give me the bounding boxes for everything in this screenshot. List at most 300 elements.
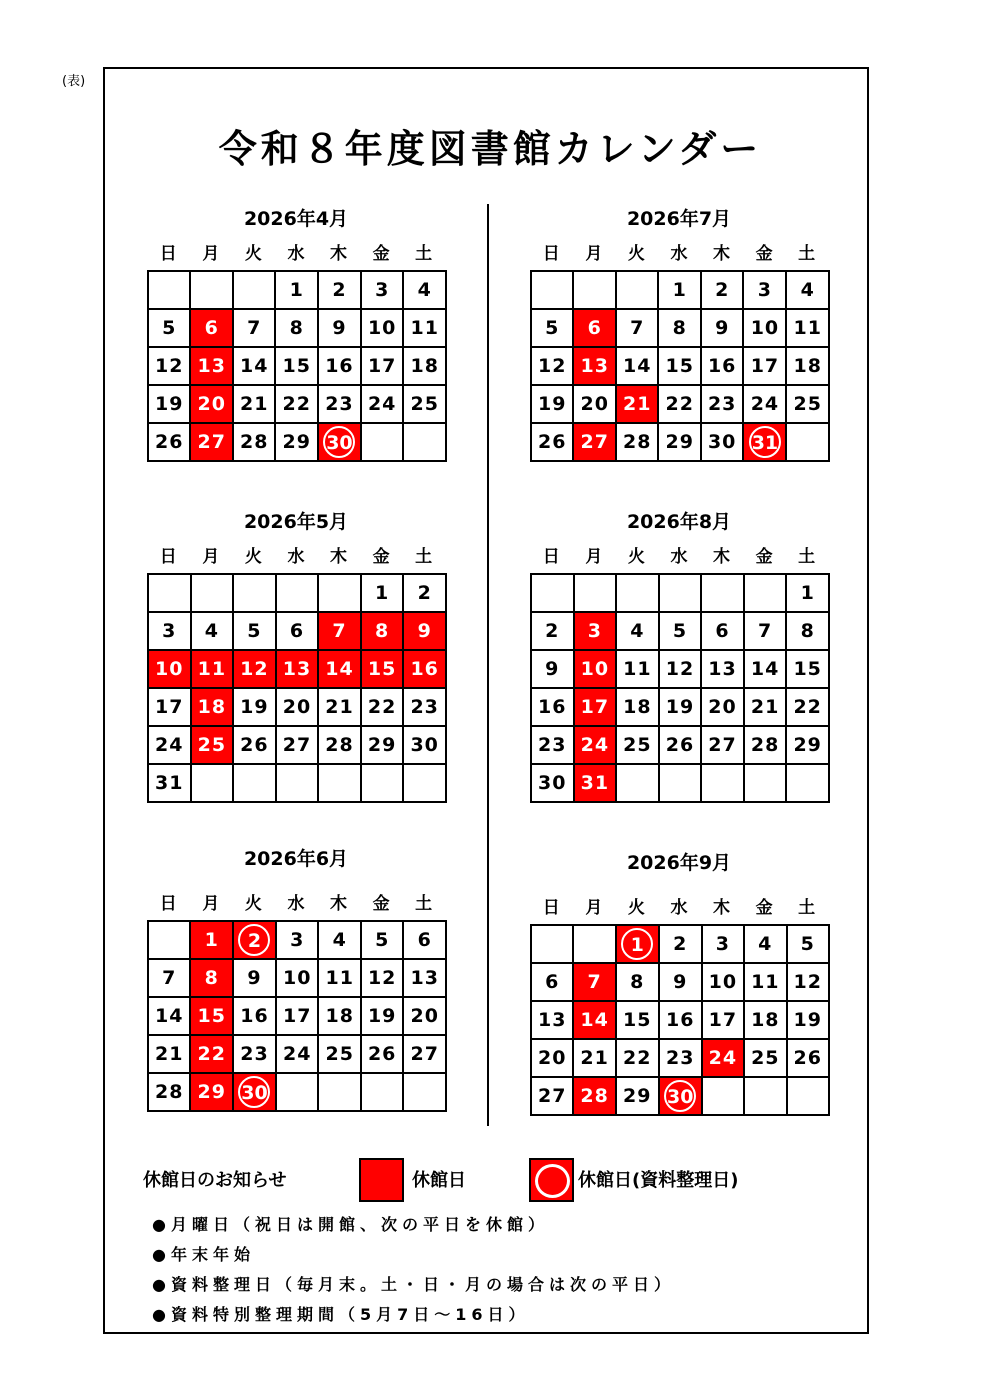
day-number: 7 <box>757 620 773 642</box>
day-number: 5 <box>672 620 688 642</box>
day-number: 16 <box>707 355 737 377</box>
day-number: 21 <box>325 696 354 718</box>
day-number: 20 <box>282 696 312 718</box>
day-cell <box>616 726 659 764</box>
empty-cell <box>233 271 275 309</box>
day-number: 28 <box>155 1081 184 1103</box>
calendar-week-row <box>531 347 829 385</box>
day-number: 18 <box>751 1009 780 1031</box>
day-cell <box>318 271 361 309</box>
day-cell <box>658 271 700 309</box>
calendar-week-row <box>148 309 446 347</box>
day-cell <box>701 726 744 764</box>
empty-cell <box>573 925 615 963</box>
day-number: 25 <box>793 393 822 415</box>
day-cell <box>361 385 403 423</box>
day-cell <box>658 309 700 347</box>
calendar-week-row <box>148 271 446 309</box>
day-number: 19 <box>367 1005 397 1027</box>
day-cell <box>276 688 319 726</box>
arrangement-day-label: 休館日(資料整理日) <box>578 1170 739 1191</box>
day-cell-closed <box>318 612 361 650</box>
day-number: 24 <box>282 1043 312 1065</box>
day-cell-closed <box>148 650 191 688</box>
weekday-label: 月 <box>585 244 603 264</box>
weekday-label: 水 <box>670 244 688 264</box>
day-cell-arrangement <box>659 1077 702 1115</box>
weekday-label: 日 <box>542 244 560 264</box>
day-cell <box>233 688 276 726</box>
calendar-week-row <box>531 612 829 650</box>
day-number: 23 <box>665 1047 695 1069</box>
calendar-week-row <box>148 726 446 764</box>
day-number: 8 <box>374 620 390 642</box>
day-cell <box>787 1001 830 1039</box>
day-cell <box>403 688 446 726</box>
day-number: 17 <box>708 1009 738 1031</box>
day-number: 26 <box>155 431 184 453</box>
calendar-week-row <box>148 1035 446 1073</box>
day-cell-arrangement <box>743 423 786 461</box>
calendar-week-row <box>531 1039 829 1077</box>
weekday-label: 土 <box>415 547 433 567</box>
day-cell <box>744 650 787 688</box>
day-cell-closed <box>403 650 446 688</box>
weekday-header <box>530 239 828 264</box>
day-cell <box>403 271 446 309</box>
day-cell-arrangement <box>233 921 276 959</box>
day-cell <box>701 612 744 650</box>
day-number: 10 <box>750 317 780 339</box>
empty-cell <box>616 271 658 309</box>
day-number: 6 <box>587 317 602 339</box>
weekday-label: 木 <box>330 244 348 264</box>
day-number: 30 <box>707 431 737 453</box>
day-number: 27 <box>537 1085 567 1107</box>
day-cell-arrangement <box>616 925 659 963</box>
calendar-week-row <box>531 423 829 461</box>
day-cell <box>276 612 319 650</box>
day-number: 23 <box>538 734 567 756</box>
day-number: 14 <box>239 355 269 377</box>
calendar-grid <box>147 270 447 462</box>
day-cell <box>148 309 190 347</box>
day-cell-closed <box>318 650 361 688</box>
empty-cell <box>701 764 744 802</box>
day-cell <box>531 423 573 461</box>
day-number: 21 <box>750 696 780 718</box>
empty-cell <box>318 764 361 802</box>
day-cell <box>531 963 573 1001</box>
day-number: 19 <box>665 696 695 718</box>
day-number: 13 <box>537 1009 567 1031</box>
weekday-header <box>530 542 828 567</box>
day-number: 22 <box>197 1043 226 1065</box>
day-number: 15 <box>623 1009 652 1031</box>
calendar-week-row <box>148 959 446 997</box>
weekday-label: 土 <box>415 244 433 264</box>
day-cell <box>148 347 190 385</box>
weekday-label: 火 <box>244 547 262 567</box>
weekday-label: 月 <box>202 894 220 914</box>
empty-cell <box>403 423 446 461</box>
weekday-label: 金 <box>755 547 773 567</box>
day-cell-closed <box>190 921 232 959</box>
day-cell <box>786 612 829 650</box>
day-cell <box>701 650 744 688</box>
day-cell <box>701 309 743 347</box>
day-number: 24 <box>580 734 610 756</box>
day-cell <box>531 612 574 650</box>
circle-icon <box>535 1164 570 1198</box>
day-number: 15 <box>665 355 694 377</box>
calendar-week-row <box>531 726 829 764</box>
weekday-label: 火 <box>244 894 262 914</box>
weekday-header <box>147 542 445 567</box>
day-cell-closed <box>190 385 232 423</box>
day-number: 4 <box>417 279 432 301</box>
empty-cell <box>191 764 234 802</box>
calendar-grid <box>147 573 447 803</box>
empty-cell <box>702 1077 744 1115</box>
weekday-label: 月 <box>585 898 603 918</box>
day-cell <box>701 385 743 423</box>
calendar-week-row <box>531 271 829 309</box>
empty-cell <box>276 764 319 802</box>
day-cell <box>233 997 276 1035</box>
day-number: 10 <box>580 658 610 680</box>
day-cell <box>403 309 446 347</box>
day-number: 30 <box>538 772 567 794</box>
month-title: 2026年7月 <box>626 208 732 230</box>
day-number: 21 <box>580 1047 609 1069</box>
day-cell-closed <box>276 650 319 688</box>
day-cell <box>744 925 786 963</box>
day-cell <box>318 347 361 385</box>
day-number: 6 <box>545 971 560 993</box>
calendar-week-row <box>531 925 829 963</box>
day-cell-closed <box>574 688 617 726</box>
day-cell <box>659 726 702 764</box>
day-cell <box>403 997 446 1035</box>
day-number: 4 <box>332 929 347 951</box>
closure-notes <box>152 1212 675 1332</box>
day-cell <box>361 921 403 959</box>
day-cell <box>148 423 190 461</box>
day-cell <box>148 726 191 764</box>
day-cell <box>531 1001 573 1039</box>
day-number: 19 <box>155 393 184 415</box>
day-number: 29 <box>623 1085 652 1107</box>
day-number: 29 <box>665 431 694 453</box>
calendar-week-row <box>148 688 446 726</box>
day-cell <box>701 347 743 385</box>
empty-cell <box>148 921 190 959</box>
day-number: 9 <box>417 620 432 642</box>
calendar-week-row <box>531 1001 829 1039</box>
day-cell-closed <box>403 612 446 650</box>
day-cell <box>275 385 317 423</box>
day-cell <box>744 963 786 1001</box>
day-number: 1 <box>800 582 815 604</box>
day-cell <box>403 726 446 764</box>
day-cell <box>701 423 743 461</box>
day-cell <box>148 1073 190 1111</box>
day-cell <box>148 959 190 997</box>
weekday-header <box>530 893 828 918</box>
day-number: 3 <box>587 620 602 642</box>
empty-cell <box>787 1077 830 1115</box>
weekday-label: 月 <box>202 547 220 567</box>
weekday-label: 土 <box>798 898 816 918</box>
day-number: 22 <box>282 393 311 415</box>
day-cell <box>233 959 276 997</box>
weekday-label: 火 <box>244 244 262 264</box>
day-number: 17 <box>155 696 184 718</box>
day-cell <box>233 347 275 385</box>
calendar-week-row <box>148 764 446 802</box>
day-number: 31 <box>580 772 610 794</box>
day-cell-closed <box>191 688 234 726</box>
day-number: 5 <box>375 929 390 951</box>
day-cell <box>531 688 574 726</box>
empty-cell <box>403 1073 446 1111</box>
day-number: 7 <box>332 620 347 642</box>
day-cell <box>702 1001 744 1039</box>
day-cell <box>276 921 318 959</box>
day-number: 31 <box>749 426 781 458</box>
empty-cell <box>574 574 617 612</box>
day-cell <box>786 574 829 612</box>
day-cell-closed <box>233 650 276 688</box>
day-number: 29 <box>197 1081 226 1103</box>
calendar-grid <box>147 920 447 1112</box>
weekday-label: 金 <box>372 894 390 914</box>
day-number: 20 <box>537 1047 567 1069</box>
day-cell <box>787 1039 830 1077</box>
day-cell <box>616 1077 659 1115</box>
empty-cell <box>318 1073 360 1111</box>
day-number: 18 <box>410 355 439 377</box>
day-number: 11 <box>751 971 780 993</box>
day-number: 13 <box>410 967 439 989</box>
day-cell <box>318 688 361 726</box>
day-cell <box>531 309 573 347</box>
column-divider <box>487 204 489 1126</box>
day-cell <box>702 963 744 1001</box>
day-cell <box>361 271 403 309</box>
day-number: 6 <box>204 317 219 339</box>
day-number: 16 <box>410 658 439 680</box>
weekday-label: 水 <box>287 244 305 264</box>
day-cell <box>744 688 787 726</box>
day-cell <box>531 385 573 423</box>
day-cell <box>276 1035 318 1073</box>
legend-title: 休館日のお知らせ <box>143 1170 287 1191</box>
day-cell <box>659 1039 702 1077</box>
day-cell <box>275 347 317 385</box>
day-number: 18 <box>325 1005 354 1027</box>
day-number: 27 <box>282 734 312 756</box>
day-cell <box>786 726 829 764</box>
day-cell <box>148 764 191 802</box>
day-number: 4 <box>758 933 773 955</box>
weekday-label: 金 <box>372 547 390 567</box>
day-cell <box>361 1035 403 1073</box>
day-number: 12 <box>538 355 567 377</box>
calendar-week-row <box>148 921 446 959</box>
day-number: 28 <box>750 734 780 756</box>
day-number: 8 <box>630 971 645 993</box>
day-cell <box>787 925 830 963</box>
day-number: 22 <box>367 696 397 718</box>
day-cell <box>233 309 275 347</box>
day-cell-closed <box>190 423 232 461</box>
weekday-label: 日 <box>159 244 177 264</box>
day-cell <box>658 423 700 461</box>
empty-cell <box>148 574 191 612</box>
day-cell <box>616 423 658 461</box>
weekday-label: 月 <box>585 547 603 567</box>
day-cell-closed <box>573 963 615 1001</box>
empty-cell <box>318 574 361 612</box>
day-number: 20 <box>410 1005 439 1027</box>
day-number: 4 <box>800 279 815 301</box>
day-number: 20 <box>197 393 226 415</box>
calendar-week-row <box>531 574 829 612</box>
day-cell <box>616 650 659 688</box>
day-number: 8 <box>204 967 219 989</box>
day-number: 5 <box>247 620 262 642</box>
closed-day-label: 休館日 <box>412 1170 466 1191</box>
weekday-label: 木 <box>330 894 348 914</box>
day-number: 15 <box>282 355 311 377</box>
day-number: 1 <box>621 928 653 960</box>
empty-cell <box>276 1073 318 1111</box>
weekday-label: 日 <box>542 547 560 567</box>
day-number: 25 <box>623 734 652 756</box>
day-cell <box>743 347 786 385</box>
day-cell <box>786 271 829 309</box>
calendar-week-row <box>148 574 446 612</box>
day-cell <box>276 726 319 764</box>
day-number: 26 <box>538 431 567 453</box>
day-cell-closed <box>190 1073 232 1111</box>
day-cell <box>361 574 404 612</box>
day-cell <box>148 612 191 650</box>
day-number: 4 <box>204 620 219 642</box>
weekday-label: 日 <box>159 547 177 567</box>
day-number: 17 <box>750 355 780 377</box>
day-number: 22 <box>793 696 822 718</box>
day-number: 27 <box>410 1043 439 1065</box>
day-cell <box>531 764 574 802</box>
empty-cell <box>573 271 615 309</box>
legend <box>0 1158 981 1202</box>
day-number: 6 <box>715 620 730 642</box>
day-number: 9 <box>715 317 730 339</box>
month-title: 2026年9月 <box>626 852 732 874</box>
day-cell <box>318 726 361 764</box>
weekday-label: 木 <box>330 547 348 567</box>
page-side-label: (表) <box>62 74 86 89</box>
day-cell <box>275 309 317 347</box>
empty-cell <box>786 423 829 461</box>
day-number: 5 <box>800 933 815 955</box>
weekday-label: 火 <box>627 244 645 264</box>
weekday-label: 土 <box>798 547 816 567</box>
day-cell <box>233 385 275 423</box>
day-number: 2 <box>417 582 432 604</box>
day-number: 15 <box>367 658 397 680</box>
day-cell <box>531 347 573 385</box>
day-cell <box>616 309 658 347</box>
note-item: ●月曜日（祝日は開館、次の平日を休館） <box>152 1215 549 1234</box>
day-cell <box>658 347 700 385</box>
day-number: 15 <box>197 1005 226 1027</box>
day-cell <box>403 921 446 959</box>
day-cell <box>573 1039 615 1077</box>
day-number: 18 <box>793 355 822 377</box>
day-cell <box>743 309 786 347</box>
day-cell <box>318 385 361 423</box>
day-number: 9 <box>247 967 262 989</box>
day-cell <box>743 385 786 423</box>
day-cell <box>318 921 360 959</box>
day-number: 30 <box>664 1080 696 1112</box>
day-number: 11 <box>197 658 227 680</box>
day-number: 2 <box>332 279 347 301</box>
calendar-week-row <box>531 764 829 802</box>
day-number: 18 <box>197 696 227 718</box>
day-cell <box>403 959 446 997</box>
day-number: 24 <box>155 734 184 756</box>
day-number: 6 <box>289 620 305 642</box>
empty-cell <box>744 1077 786 1115</box>
empty-cell <box>361 764 404 802</box>
empty-cell <box>233 764 276 802</box>
calendar-week-row <box>148 650 446 688</box>
day-number: 19 <box>793 1009 822 1031</box>
day-number: 27 <box>580 431 609 453</box>
weekday-label: 水 <box>670 547 688 567</box>
day-cell-closed <box>702 1039 744 1077</box>
day-number: 28 <box>580 1085 609 1107</box>
day-number: 30 <box>323 426 355 458</box>
calendar-week-row <box>531 385 829 423</box>
calendar-week-row <box>531 309 829 347</box>
calendar-week-row <box>148 423 446 461</box>
day-number: 2 <box>238 924 270 956</box>
day-number: 20 <box>580 393 609 415</box>
day-cell <box>531 650 574 688</box>
day-cell <box>233 612 276 650</box>
day-number: 22 <box>623 1047 652 1069</box>
day-number: 20 <box>708 696 737 718</box>
month-title: 2026年6月 <box>243 848 349 870</box>
day-number: 16 <box>665 1009 695 1031</box>
day-number: 14 <box>622 355 652 377</box>
day-number: 11 <box>410 317 439 339</box>
empty-cell <box>531 271 573 309</box>
page-title: 令和８年度図書館カレンダー <box>218 127 763 171</box>
calendar-week-row <box>531 650 829 688</box>
empty-cell <box>786 764 829 802</box>
day-number: 11 <box>623 658 652 680</box>
day-number: 13 <box>197 355 226 377</box>
day-number: 29 <box>282 431 311 453</box>
day-cell-closed <box>190 309 232 347</box>
